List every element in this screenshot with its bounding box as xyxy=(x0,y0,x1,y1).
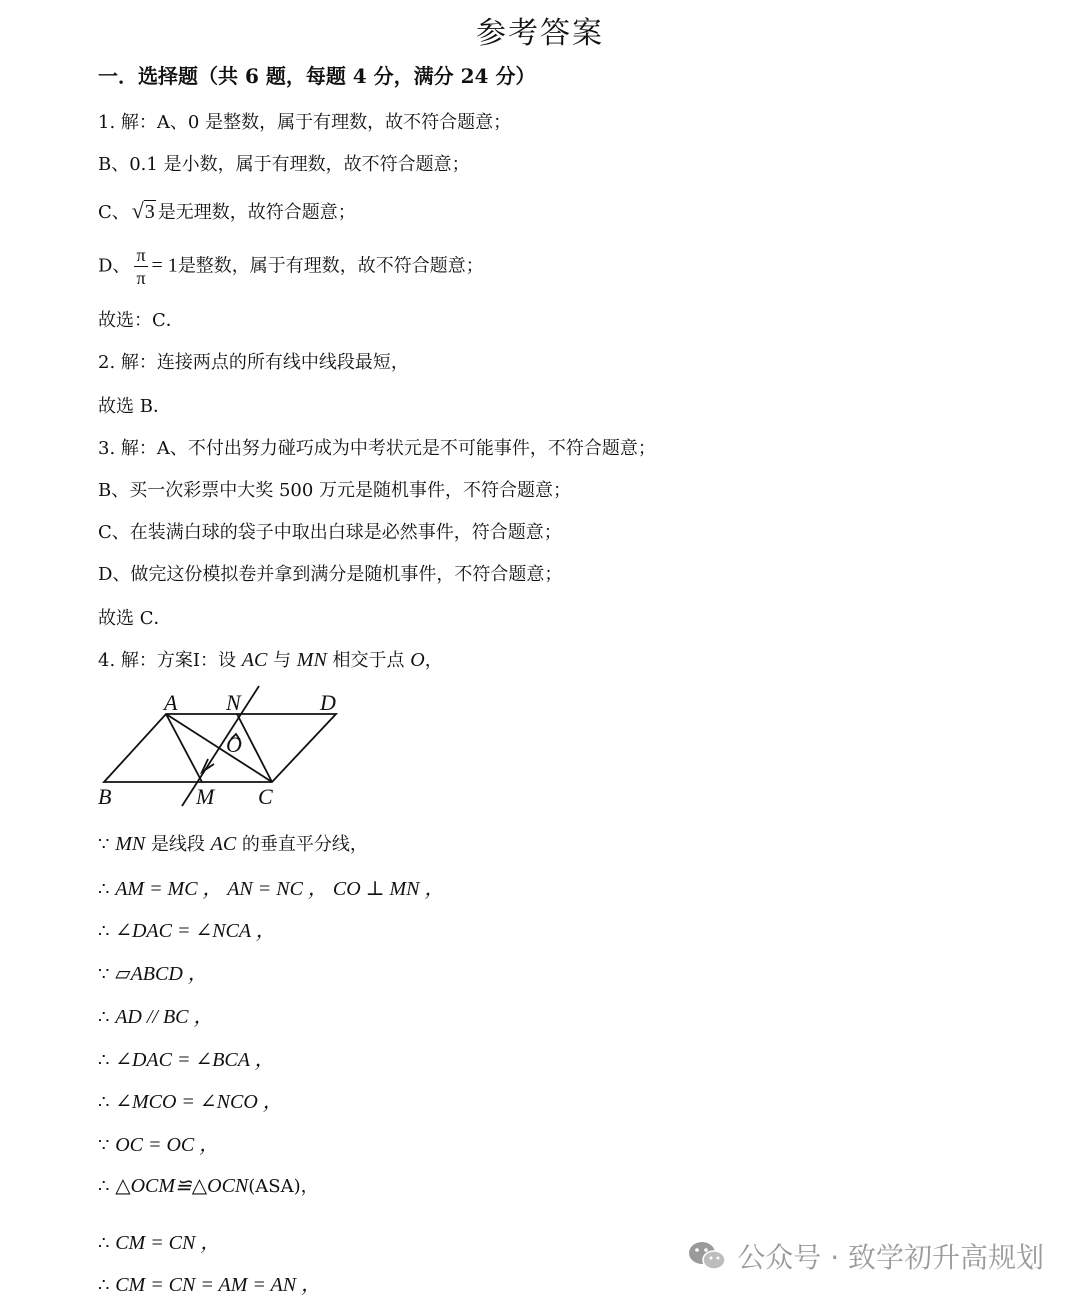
q1-d-suffix: 是整数，属于有理数，故不符合题意； xyxy=(177,255,484,277)
q1-line-d xyxy=(98,244,484,289)
label-b: B xyxy=(98,784,112,808)
proof-step xyxy=(98,957,208,986)
step-math: ∠DAC = ∠BCA ， xyxy=(115,1049,275,1071)
q3-answer: 故选 C． xyxy=(98,608,172,629)
step-symbol: ∴ xyxy=(98,1092,116,1113)
section-heading: 一．选择题（共 6 题，每题 4 分，满分 24 分） xyxy=(98,64,536,88)
label-d: D xyxy=(320,690,336,715)
step-symbol: ∴ xyxy=(98,921,116,942)
q1-line-c xyxy=(98,198,356,224)
label-c: C xyxy=(258,784,273,808)
q3-line-c: C、在装满白球的袋子中取出白球是必然事件，符合题意； xyxy=(98,522,562,543)
proof-step xyxy=(98,1128,219,1157)
step-math: MN xyxy=(115,833,146,855)
step-symbol: ∴ xyxy=(98,1176,116,1197)
step-math: CM = CN ， xyxy=(115,1232,221,1254)
q1-d-prefix: D、 xyxy=(98,255,131,277)
sqrt-radicand: 3 xyxy=(144,201,155,223)
step-symbol: ∵ xyxy=(98,1135,116,1156)
proof-step xyxy=(98,1043,275,1072)
sqrt-expression: √ 3 xyxy=(131,198,155,223)
step-math: CM = CN = AM = AN ， xyxy=(115,1274,322,1296)
proof-step xyxy=(98,1268,321,1297)
fraction-numerator: π xyxy=(136,245,146,265)
step-math: ∠MCO = ∠NCO ， xyxy=(115,1091,283,1113)
q4-intro-mn: MN xyxy=(296,649,327,671)
q1-line-b: B、0.1 是小数，属于有理数，故不符合题意； xyxy=(98,154,470,175)
q3-line-a: 3. 解：A、不付出努力碰巧成为中考状元是不可能事件，不符合题意； xyxy=(98,438,656,459)
label-n: N xyxy=(226,690,241,715)
q1-d-equals: = 1 xyxy=(151,254,178,277)
q2-answer: 故选 B． xyxy=(98,396,171,417)
q1-c-prefix: C、 xyxy=(98,202,130,223)
q4-intro xyxy=(98,646,443,672)
watermark xyxy=(687,1236,1044,1276)
q1-line-a: 1. 解：A、0 是整数，属于有理数，故不符合题意； xyxy=(98,112,512,133)
label-a: A xyxy=(164,690,178,715)
q3-line-d: D、做完这份模拟卷并拿到满分是随机事件，不符合题意； xyxy=(98,564,563,585)
step-symbol: ∵ xyxy=(98,834,116,855)
q1-answer: 故选：C． xyxy=(98,310,184,331)
pi-fraction xyxy=(134,244,147,289)
step-math: AD // BC ， xyxy=(115,1006,214,1028)
segment-am xyxy=(166,714,202,782)
q1-c-suffix: 是无理数，故符合题意； xyxy=(157,202,356,223)
step-symbol: ∴ xyxy=(98,1233,116,1254)
step-math: ▱ABCD ， xyxy=(115,963,208,985)
label-m: M xyxy=(196,784,215,808)
watermark-text: 公众号 · 致学初升高规划 xyxy=(737,1241,1044,1274)
page-title: 参考答案 xyxy=(476,16,604,51)
proof-step xyxy=(98,914,276,943)
q3-line-b: B、买一次彩票中大奖 500 万元是随机事件，不符合题意； xyxy=(98,480,572,501)
step-math: OC = OC ， xyxy=(115,1134,220,1156)
q4-intro-o: O xyxy=(410,649,425,671)
step-symbol: ∴ xyxy=(98,879,116,900)
label-o: O xyxy=(226,732,242,757)
proof-step xyxy=(98,1000,214,1029)
fraction-denominator: π xyxy=(136,268,146,288)
q4-intro-text-b: 与 xyxy=(273,650,292,671)
step-text: 的垂直平分线， xyxy=(236,834,368,855)
step-symbol: ∴ xyxy=(98,1275,116,1296)
q4-intro-text-c: 相交于点 xyxy=(332,650,405,671)
parallelogram-figure xyxy=(96,684,356,808)
step-symbol: ∵ xyxy=(98,964,116,985)
step-math: AM = MC ， AN = NC ， CO ⊥ MN ， xyxy=(115,878,445,900)
proof-step xyxy=(98,1226,220,1255)
step-text: 是线段 xyxy=(145,834,211,855)
line-mn xyxy=(182,686,259,806)
proof-step xyxy=(98,830,368,856)
step-math: ∠DAC = ∠NCA ， xyxy=(115,920,276,942)
wechat-icon xyxy=(687,1239,727,1273)
step-symbol: ∴ xyxy=(98,1007,116,1028)
step-symbol: ∴ xyxy=(98,1050,116,1071)
step-text: (ASA)， xyxy=(248,1176,319,1197)
proof-step xyxy=(98,1085,283,1114)
q4-intro-text-d: ， xyxy=(424,650,443,671)
proof-step xyxy=(98,872,445,901)
step-math: △OCM≌△OCN xyxy=(115,1175,249,1197)
q2-line-a: 2. 解：连接两点的所有线中线段最短， xyxy=(98,352,409,373)
q4-intro-text-a: 4. 解：方案Ⅰ：设 xyxy=(98,650,237,671)
proof-step xyxy=(98,1172,319,1198)
step-math: AC xyxy=(210,833,237,855)
q4-intro-ac: AC xyxy=(241,649,268,671)
